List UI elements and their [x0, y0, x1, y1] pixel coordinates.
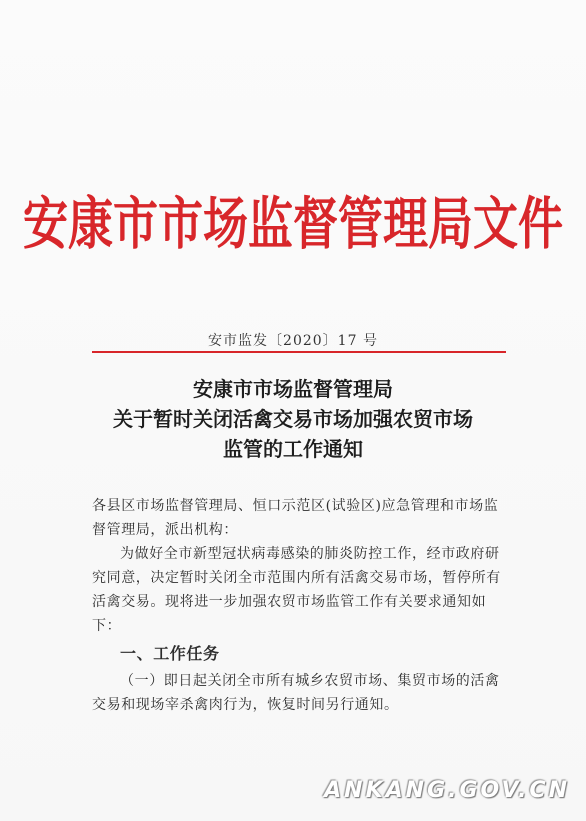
document-subject [0, 374, 586, 464]
subject-line-2: 关于暂时关闭活禽交易市场加强农贸市场 [113, 407, 473, 431]
subject-line-1: 安康市市场监督管理局 [193, 377, 393, 401]
task-item-1: （一）即日起关闭全市所有城乡农贸市场、集贸市场的活禽交易和现场宰杀禽肉行为，恢复时间另行通知。 [92, 673, 500, 713]
document-header-title: 安康市市场监督管理局文件 [22, 190, 563, 257]
site-watermark: ANKANG.GOV.CN [324, 778, 570, 803]
document-number: 安市监发〔2020〕17 号 [208, 333, 378, 349]
intro-paragraph: 为做好全市新型冠状病毒感染的肺炎防控工作，经市政府研究同意，决定暂时关闭全市范围内所有活禽交易市场，暂停所有活禽交易。现将进一步加强农贸市场监管工作有关要求通知如下： [92, 546, 501, 634]
red-divider-line [92, 351, 506, 353]
document-body [92, 494, 512, 717]
section-heading: 一、工作任务 [120, 644, 220, 663]
subject-line-3: 监管的工作通知 [223, 437, 363, 461]
recipients-paragraph: 各县区市场监督管理局、恒口示范区(试验区)应急管理和市场监督管理局，派出机构： [92, 498, 499, 538]
